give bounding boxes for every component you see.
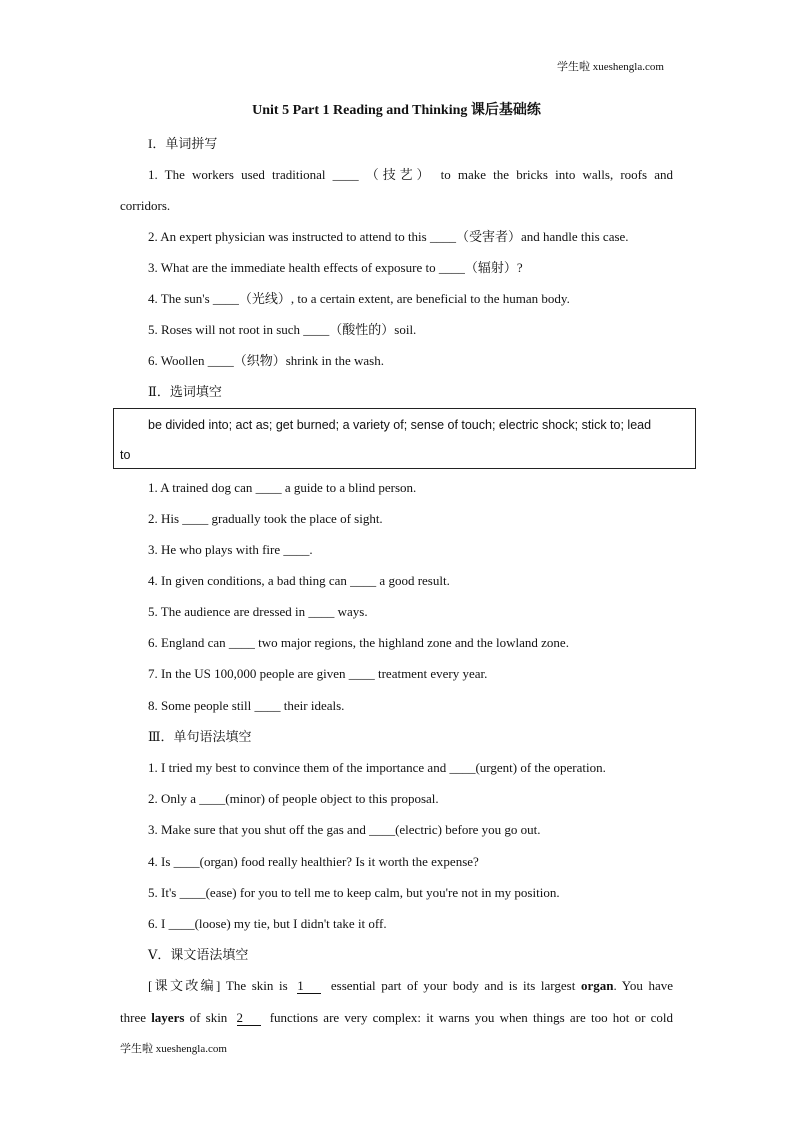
section-2-item-5: 5. The audience are dressed in ____ ways. <box>148 604 368 619</box>
section-1-item-2: 2. An expert physician was instructed to attend to this ____（受害者）and handle this case. <box>148 229 629 244</box>
section-2-item-8: 8. Some people still ____ their ideals. <box>148 698 345 713</box>
section-1-item-5: 5. Roses will not root in such ____（酸性的）soil. <box>148 322 417 337</box>
section-3-item-6: 6. I ____(loose) my tie, but I didn't take it off. <box>148 916 387 931</box>
passage-text: functions are very complex: it warns you when things are too hot or cold <box>269 1010 674 1025</box>
word-bank-line-1: be divided into; act as; get burned; a variety of; sense of touch; electric shock; stick to; lead <box>148 418 652 432</box>
section-1-heading: I．单词拼写 <box>148 136 218 151</box>
footer-site-label: 学生啦 xueshengla.com <box>120 1043 227 1055</box>
section-2-item-7: 7. In the US 100,000 people are given ____ treatment every year. <box>148 666 488 681</box>
page-title: Unit 5 Part 1 Reading and Thinking 课后基础练 <box>252 103 541 118</box>
passage-bold-word: layers <box>151 1010 185 1025</box>
word-bank-line-2: to <box>120 448 131 462</box>
section-1-item-1-continuation: corridors. <box>120 198 171 213</box>
passage-text: of skin <box>189 1010 228 1025</box>
section-3-heading: Ⅲ．单句语法填空 <box>148 729 252 744</box>
section-5-passage-line-2 <box>120 1009 673 1027</box>
section-1-item-4: 4. The sun's ____（光线）, to a certain extent, are beneficial to the human body. <box>148 291 570 306</box>
section-2-item-4: 4. In given conditions, a bad thing can ____ a good result. <box>148 573 450 588</box>
section-3-item-5: 5. It's ____(ease) for you to tell me to keep calm, but you're not in my position. <box>148 885 560 900</box>
section-3-item-4: 4. Is ____(organ) food really healthier? Is it worth the expense? <box>148 854 479 869</box>
passage-text: essential part of your body and is its largest <box>330 978 576 993</box>
section-3-item-3: 3. Make sure that you shut off the gas and ____(electric) before you go out. <box>148 822 541 837</box>
section-1-item-6: 6. Woollen ____（织物）shrink in the wash. <box>148 353 384 368</box>
section-2-item-2: 2. His ____ gradually took the place of sight. <box>148 511 383 526</box>
section-2-item-6: 6. England can ____ two major regions, the highland zone and the lowland zone. <box>148 635 569 650</box>
section-2-item-3: 3. He who plays with fire ____. <box>148 542 313 557</box>
passage-blank-2: 2 <box>237 1011 261 1026</box>
passage-blank-1: 1 <box>297 979 321 994</box>
section-2-item-1: 1. A trained dog can ____ a guide to a blind person. <box>148 480 417 495</box>
passage-bold-word: organ <box>580 978 614 993</box>
section-5-passage-line-1 <box>148 977 673 995</box>
passage-text: three <box>120 1010 146 1025</box>
section-3-item-2: 2. Only a ____(minor) of people object to this proposal. <box>148 791 439 806</box>
section-3-item-1: 1. I tried my best to convince them of the importance and ____(urgent) of the operation. <box>148 760 606 775</box>
passage-text: . You have <box>613 978 674 993</box>
section-1-item-3: 3. What are the immediate health effects of exposure to ____（辐射）? <box>148 260 523 275</box>
word-bank-box <box>113 408 696 469</box>
section-1-item-1: 1. The workers used traditional ____ （技艺） to make the bricks into walls, roofs and <box>148 167 673 182</box>
section-5-heading: Ⅴ．课文语法填空 <box>148 947 249 962</box>
header-site-label: 学生啦 xueshengla.com <box>557 61 664 73</box>
section-2-heading: Ⅱ．选词填空 <box>148 384 222 399</box>
passage-text: [课文改编] The skin is <box>148 978 288 993</box>
